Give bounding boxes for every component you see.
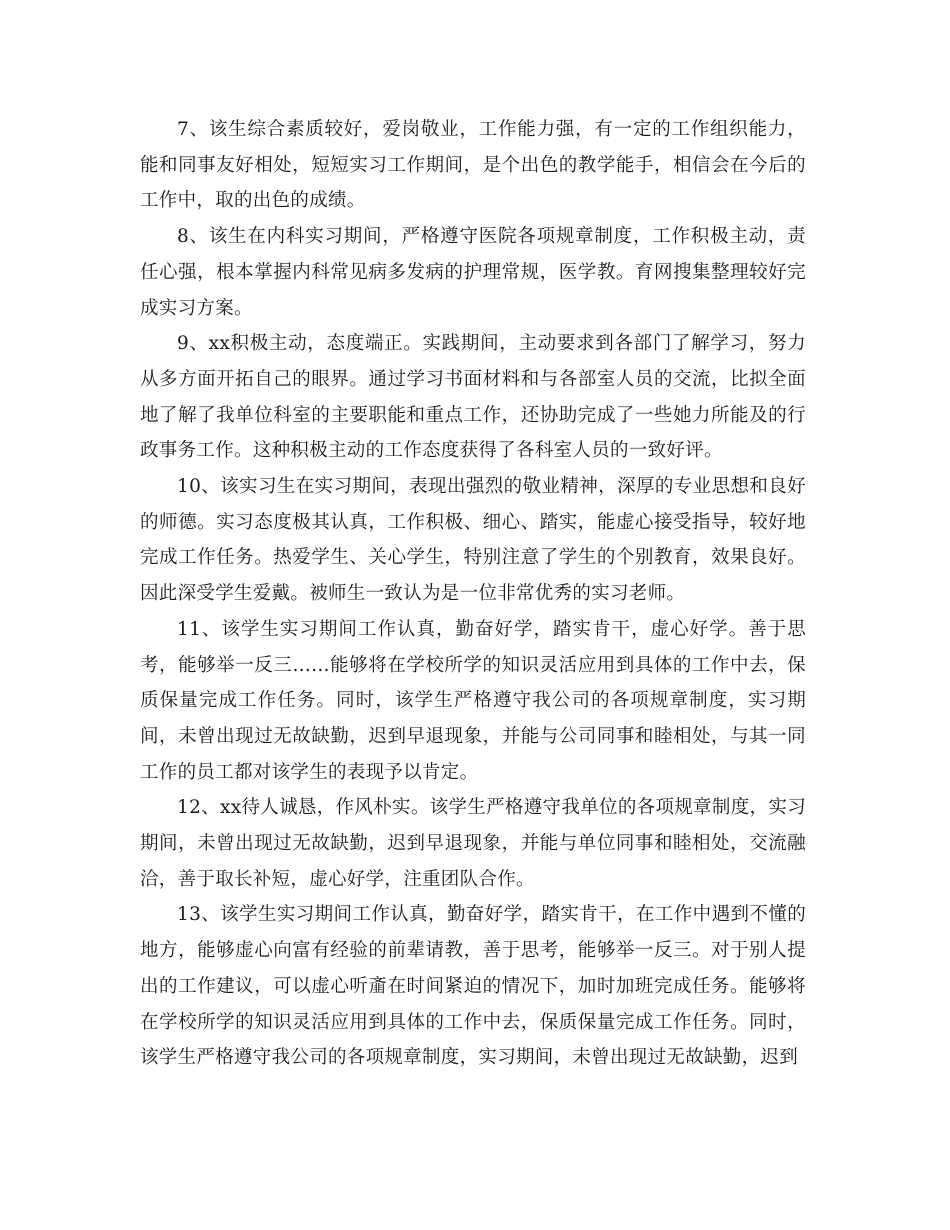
- document-body: [140, 112, 806, 1076]
- paragraph-9: 9、xx积极主动，态度端正。实践期间，主动要求到各部门了解学习，努力从多方面开拓自己的眼界。通过学习书面材料和与各部室人员的交流，比拟全面地了解了我单位科室的主要职能和重点工作，还协助完成了一些她力所能及的行政事务工作。这种积极主动的工作态度获得了各科室人员的一致好评。: [140, 333, 806, 462]
- paragraph-13: 13、该学生实习期间工作认真，勤奋好学，踏实肯干，在工作中遇到不懂的地方，能够虚心向富有经验的前辈请教，善于思考，能够举一反三。对于别人提出的工作建议，可以虚心听齑在时间紧迫的情况下，加时加班完成任务。能够将在学校所学的知识灵活应用到具体的工作中去，保质保量完成工作任务。同时，该学生严格遵守我公司的各项规章制度，实习期间，未曾出现过无故缺勤，迟到: [140, 904, 806, 1069]
- paragraph-10: 10、该实习生在实习期间，表现出强烈的敬业精神，深厚的专业思想和良好的师德。实习态度极其认真，工作积极、细心、踏实，能虚心接受指导，较好地完成工作任务。热爱学生、关心学生，特别注意了学生的个别教育，效果良好。因此深受学生爱戴。被师生一致认为是一位非常优秀的实习老师。: [140, 476, 806, 605]
- paragraph-11: 11、该学生实习期间工作认真，勤奋好学，踏实肯干，虚心好学。善于思考，能够举一反三……能够将在学校所学的知识灵活应用到具体的工作中去，保质保量完成工作任务。同时，该学生严格遵守我公司的各项规章制度，实习期间，未曾出现过无故缺勤，迟到早退现象，并能与公司同事和睦相处，与其一同工作的员工都对该学生的表现予以肯定。: [140, 618, 806, 783]
- paragraph-12: 12、xx待人诚恳，作风朴实。该学生严格遵守我单位的各项规章制度，实习期间，未曾出现过无故缺勤，迟到早退现象，并能与单位同事和睦相处，交流融洽，善于取长补短，虚心好学，注重团队合作。: [140, 797, 806, 890]
- paragraph-8: 8、该生在内科实习期间，严格遵守医院各项规章制度，工作积极主动，责任心强，根本掌握内科常见病多发病的护理常规，医学教。育网搜集整理较好完成实习方案。: [140, 226, 806, 319]
- paragraph-7: 7、该生综合素质较好，爱岗敬业，工作能力强，有一定的工作组织能力，能和同事友好相处，短短实习工作期间，是个出色的教学能手，相信会在今后的工作中，取的出色的成绩。: [140, 119, 806, 212]
